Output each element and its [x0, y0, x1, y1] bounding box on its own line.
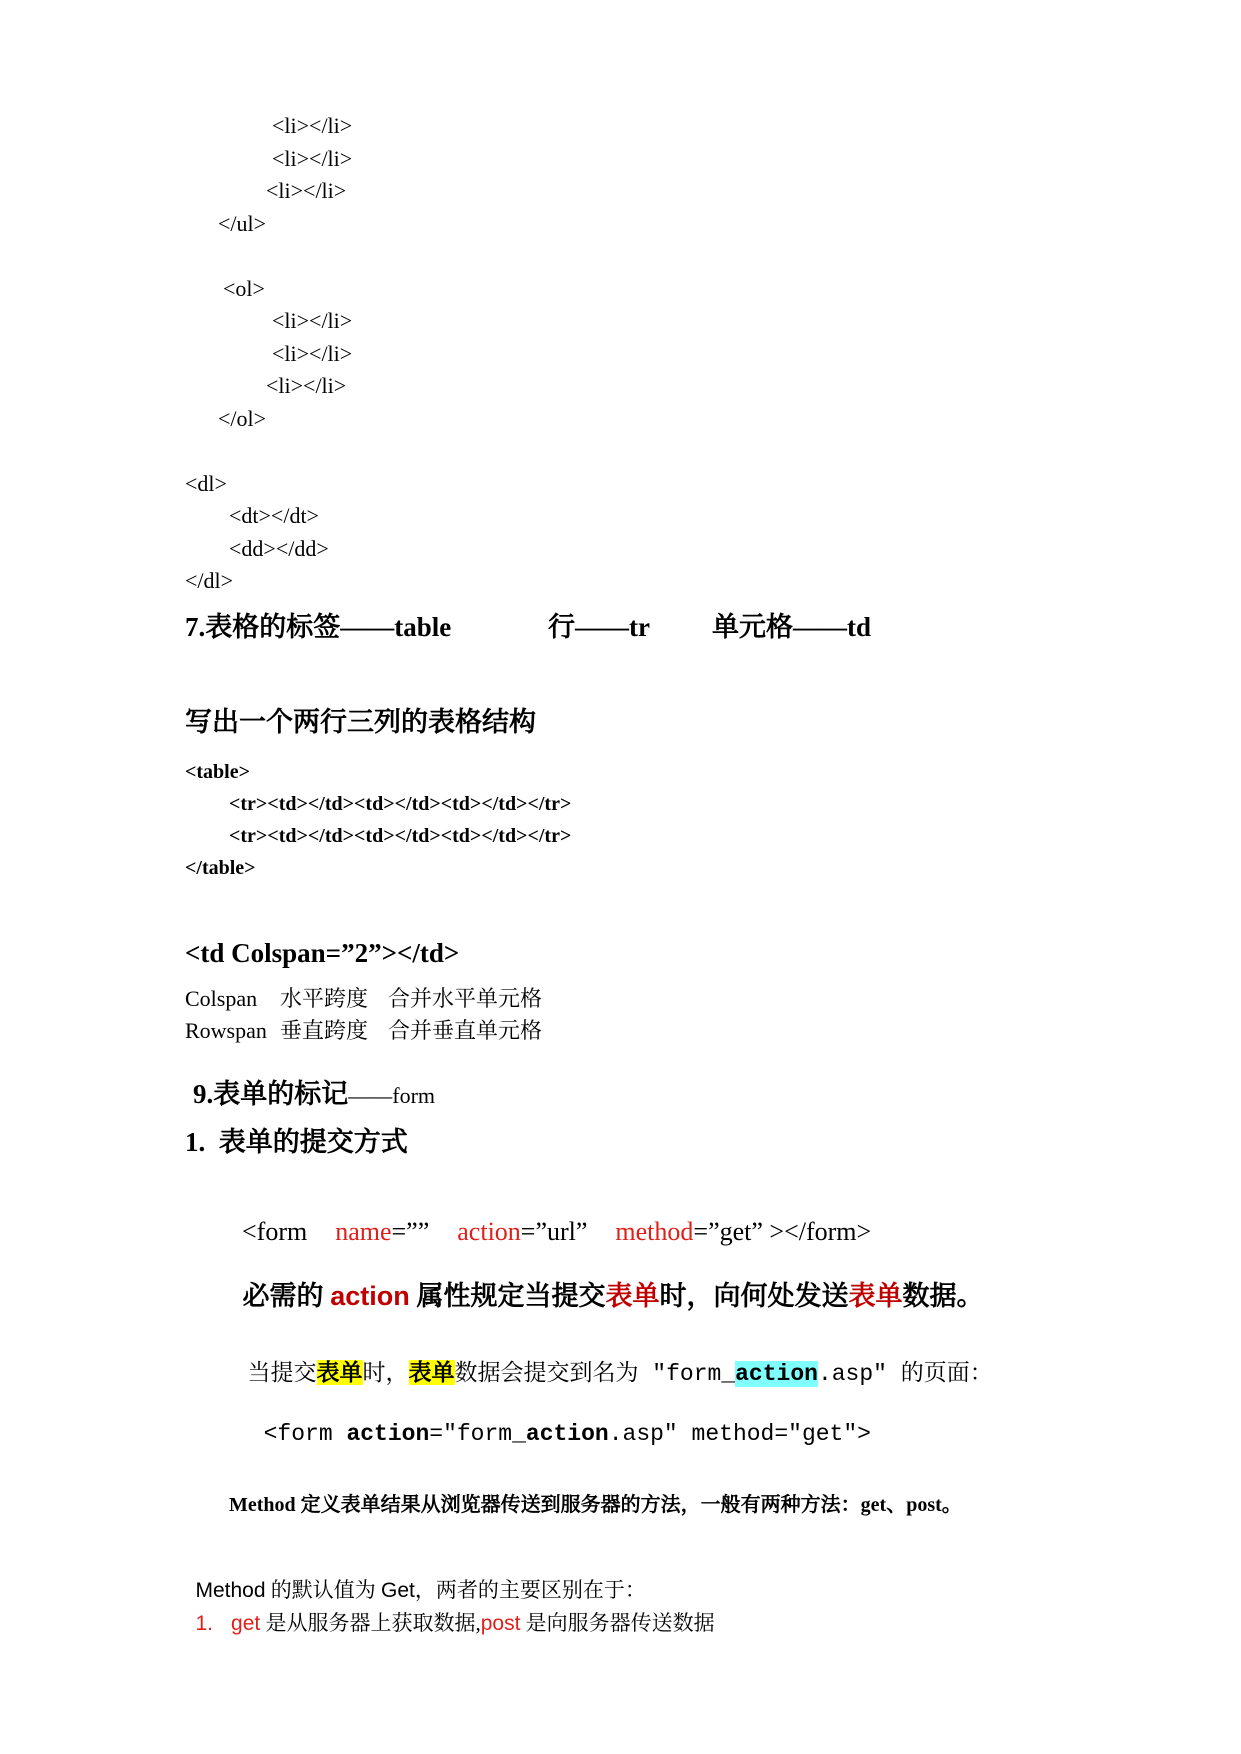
default-term: Method [195, 1579, 266, 1602]
code-line: <tr><td></td><td></td><td></td></tr> [229, 793, 572, 815]
code-line: <li></li> [266, 373, 347, 398]
code-line: <ol> [223, 276, 265, 301]
default-value: Get [381, 1579, 415, 1602]
code-line: </ol> [218, 406, 267, 431]
code-line: <dl> [185, 471, 227, 496]
code-line: <li></li> [272, 113, 353, 138]
form-section-heading [185, 1065, 435, 1108]
ex-text: .asp" 的页面： [817, 1361, 993, 1387]
code-line: <li></li> [272, 341, 353, 366]
ex-text: 当提交 [247, 1360, 317, 1385]
code-line: <dd></dd> [229, 536, 329, 561]
attr-action: action [457, 1217, 521, 1246]
li-post: post [480, 1612, 521, 1635]
colspan-desc: 水平跨度 [280, 986, 369, 1011]
form-heading-suffix: ——form [348, 1083, 436, 1108]
attr-action-value: =”url” [520, 1217, 588, 1246]
code-line: <li></li> [272, 146, 353, 171]
rowspan-merge: 合并垂直单元格 [388, 1018, 543, 1043]
list-item [185, 1592, 715, 1634]
section-heading-row: 行——tr [548, 612, 650, 642]
section-heading-cell: 单元格——td [712, 612, 872, 642]
subheading: 写出一个两行三列的表格结构 [185, 707, 536, 737]
section-heading-table: 7.表格的标签——table [185, 612, 452, 642]
rowspan-term: Rowspan [185, 1018, 267, 1043]
li-text: 是从服务器上获取数据, [260, 1611, 481, 1635]
req-form: 表单 [848, 1281, 903, 1311]
req-prefix: 必需的 [242, 1281, 331, 1311]
ex-text: 数据会提交到名为 "form_ [454, 1361, 736, 1387]
default-text: ，两者的主要区别在于： [414, 1578, 646, 1602]
form-heading-text: 9.表单的标记 [193, 1079, 349, 1109]
li-text: 是向服务器传送数据 [520, 1611, 715, 1635]
action-example-code [236, 1400, 871, 1446]
code-action: action [346, 1421, 430, 1447]
colspan-term: Colspan [185, 986, 258, 1011]
code-action: action [525, 1421, 609, 1447]
code-text: .asp" method="get"> [608, 1421, 871, 1447]
code-text: <form [263, 1421, 347, 1447]
code-line: <li></li> [272, 308, 353, 333]
ex-form-highlight: 表单 [316, 1360, 363, 1385]
req-end: 数据。 [902, 1281, 984, 1311]
req-mid2: 时，向何处发送 [659, 1281, 849, 1311]
attr-name: name [335, 1217, 392, 1246]
code-line: <tr><td></td><td></td><td></td></tr> [229, 825, 572, 847]
code-line: </dl> [185, 568, 234, 593]
ex-form-highlight: 表单 [408, 1360, 455, 1385]
list-number: 1. [195, 1612, 214, 1635]
submit-method-heading: 1. 表单的提交方式 [185, 1127, 408, 1157]
code-line: <table> [185, 761, 251, 783]
default-text: 的默认值为 [265, 1578, 382, 1602]
req-mid: 属性规定当提交 [409, 1281, 606, 1311]
req-form: 表单 [605, 1281, 660, 1311]
attr-name-value: =”” [391, 1217, 430, 1246]
req-action: action [330, 1281, 410, 1311]
code-line: <li></li> [266, 178, 347, 203]
code-line: <dt></dt> [229, 503, 319, 528]
code-line: </table> [185, 857, 256, 879]
method-definition: Method 定义表单结果从浏览器传送到服务器的方法，一般有两种方法：get、post。 [229, 1494, 962, 1516]
form-open: <form [242, 1217, 308, 1246]
ex-action-highlight: action [735, 1361, 818, 1387]
action-example-sentence [236, 1338, 993, 1386]
attr-method: method [615, 1217, 694, 1246]
code-text: ="form_ [429, 1421, 526, 1447]
ex-text: 时， [362, 1360, 409, 1385]
colspan-merge: 合并水平单元格 [388, 986, 543, 1011]
action-required-sentence [229, 1256, 984, 1310]
rowspan-desc: 垂直跨度 [280, 1018, 369, 1043]
form-tag-example [229, 1193, 871, 1245]
attr-method-value: =”get” ></form> [693, 1217, 872, 1246]
li-get: get [231, 1612, 261, 1635]
code-line: </ul> [218, 211, 267, 236]
colspan-heading: <td Colspan=”2”></td> [185, 938, 460, 968]
